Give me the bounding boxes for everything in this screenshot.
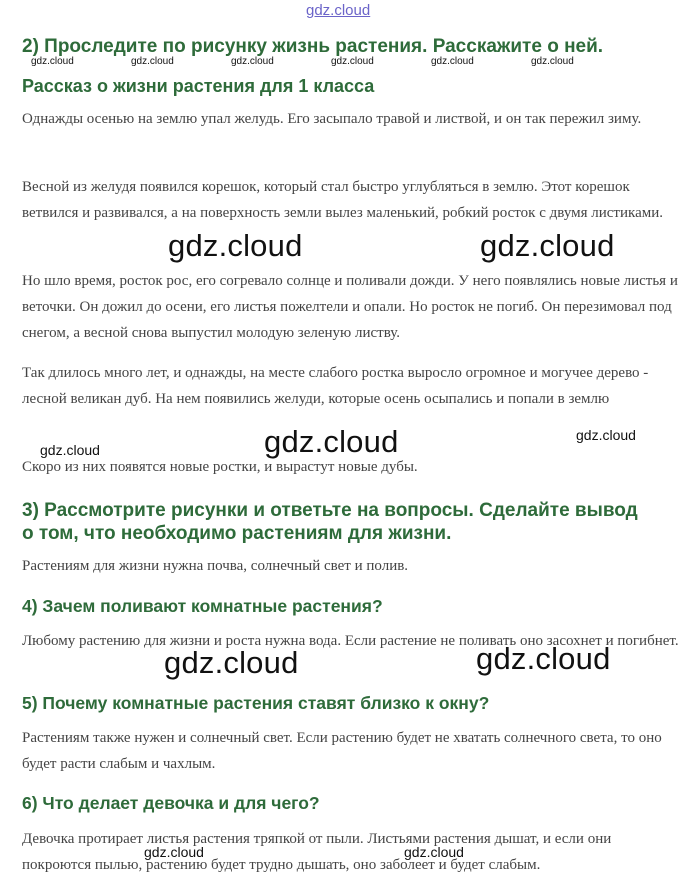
task3-answer: Растениям для жизни нужна почва, солнечный свет и полив.	[22, 558, 409, 574]
task3-heading-line-2: о том, что необходимо растениям для жизни.	[22, 523, 452, 544]
watermark: gdz.cloud	[404, 844, 464, 860]
watermark: gdz.cloud	[31, 56, 74, 67]
task5-answer: Растениям также нужен и солнечный свет. Если растению будет не хватать солнечного света, то оно будет расти слабым и чахлым.	[22, 730, 662, 772]
task3-heading-line-1: 3) Рассмотрите рисунки и ответьте на вопросы. Сделайте вывод	[22, 500, 638, 521]
watermark: gdz.cloud	[131, 56, 174, 67]
watermark-header-link[interactable]: gdz.cloud	[306, 2, 371, 19]
task4-answer: Любому растению для жизни и роста нужна вода. Если растение не поливать оно засохнет и погибнет.	[22, 633, 679, 649]
story-paragraph-2: Весной из желудя появился корешок, который стал быстро углубляться в землю. Этот корешок ветвился и развивался, а на поверхность земли вылез маленький, робкий росток с двумя листиками.	[22, 179, 664, 221]
watermark: gdz.cloud	[431, 56, 474, 67]
task5-heading: 5) Почему комнатные растения ставят близко к окну?	[22, 693, 490, 713]
watermark: gdz.cloud	[264, 424, 399, 459]
watermark: gdz.cloud	[144, 844, 204, 860]
watermark: gdz.cloud	[231, 56, 274, 67]
watermark: gdz.cloud	[480, 228, 615, 263]
task4-heading: 4) Зачем поливают комнатные растения?	[22, 596, 383, 616]
story-paragraph-3: Но шло время, росток рос, его согревало солнце и поливали дожди. У него появлялись новые листья и веточки. Он дожил до осени, его листья пожелтели и опали. Но росток не погиб. Он перезимовал под снегом, а весной снова выпустил молодую зеленую листву.	[22, 273, 678, 341]
watermark: gdz.cloud	[40, 442, 100, 458]
task6-heading: 6) Что делает девочка и для чего?	[22, 793, 320, 813]
story-paragraph-4: Так длилось много лет, и однажды, на месте слабого ростка выросло огромное и могучее дерево - лесной великан дуб. На нем появились желуди, которые осень осыпались и попали в землю	[22, 365, 649, 407]
story-heading: Рассказ о жизни растения для 1 класса	[22, 76, 375, 96]
watermark: gdz.cloud	[168, 228, 303, 263]
watermark: gdz.cloud	[331, 56, 374, 67]
watermark: gdz.cloud	[164, 645, 299, 680]
watermark: gdz.cloud	[576, 427, 636, 443]
story-paragraph-5: Скоро из них появятся новые ростки, и вырастут новые дубы.	[22, 459, 418, 475]
task6-answer: Девочка протирает листья растения тряпкой от пыли. Листьями растения дышат, и если они покроются пылью, растению будет трудно дышать, оно заболеет и будет слабым.	[22, 831, 612, 873]
watermark: gdz.cloud	[476, 641, 611, 676]
task2-heading: 2) Проследите по рисунку жизнь растения. Расскажите о ней.	[22, 36, 604, 57]
story-paragraph-1: Однажды осенью на землю упал желудь. Его засыпало травой и листвой, и он так пережил зиму.	[22, 111, 642, 127]
watermark: gdz.cloud	[531, 56, 574, 67]
